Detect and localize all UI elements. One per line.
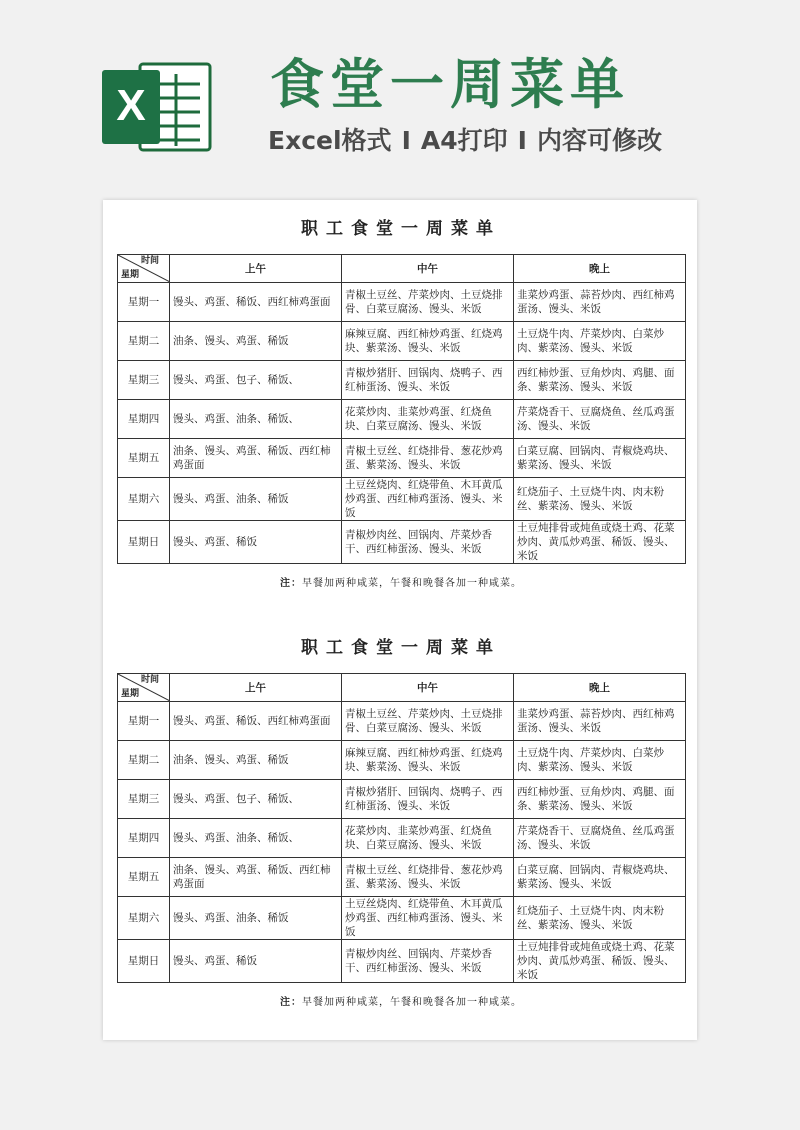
note-text: 早餐加两种咸菜，午餐和晚餐各加一种咸菜。	[302, 578, 522, 589]
table-row	[118, 702, 686, 741]
morning-cell: 馒头、鸡蛋、油条、稀饭	[170, 897, 342, 940]
column-header-morning: 上午	[170, 674, 342, 702]
day-cell: 星期三	[118, 780, 170, 819]
evening-cell: 土豆炖排骨或炖鱼或烧土鸡、花菜炒肉、黄瓜炒鸡蛋、稀饭、馒头、米饭	[514, 521, 686, 564]
day-cell: 星期四	[118, 400, 170, 439]
evening-cell: 芹菜烧香干、豆腐烧鱼、丝瓜鸡蛋汤、馒头、米饭	[514, 400, 686, 439]
table-row	[118, 322, 686, 361]
evening-cell: 红烧茄子、土豆烧牛肉、肉末粉丝、紫菜汤、馒头、米饭	[514, 478, 686, 521]
table-row	[118, 478, 686, 521]
table-row	[118, 858, 686, 897]
noon-cell: 麻辣豆腐、西红柿炒鸡蛋、红烧鸡块、紫菜汤、馒头、米饭	[342, 741, 514, 780]
morning-cell: 馒头、鸡蛋、油条、稀饭、	[170, 819, 342, 858]
morning-cell: 馒头、鸡蛋、包子、稀饭、	[170, 780, 342, 819]
evening-cell: 土豆炖排骨或炖鱼或烧土鸡、花菜炒肉、黄瓜炒鸡蛋、稀饭、馒头、米饭	[514, 940, 686, 983]
day-cell: 星期日	[118, 521, 170, 564]
note-text: 早餐加两种咸菜，午餐和晚餐各加一种咸菜。	[302, 997, 522, 1008]
noon-cell: 青椒炒肉丝、回锅肉、芹菜炒香干、西红柿蛋汤、馒头、米饭	[342, 940, 514, 983]
banner-subtitle	[268, 124, 662, 158]
evening-cell: 土豆烧牛肉、芹菜炒肉、白菜炒肉、紫菜汤、馒头、米饭	[514, 322, 686, 361]
table-row	[118, 897, 686, 940]
noon-cell: 青椒土豆丝、芹菜炒肉、土豆烧排骨、白菜豆腐汤、馒头、米饭	[342, 702, 514, 741]
menu-note	[117, 577, 685, 591]
subtitle-separator: I	[517, 126, 527, 155]
header-row	[118, 674, 686, 702]
menu-title: 职工食堂一周菜单	[301, 638, 501, 658]
evening-cell: 芹菜烧香干、豆腐烧鱼、丝瓜鸡蛋汤、馒头、米饭	[514, 819, 686, 858]
morning-cell: 油条、馒头、鸡蛋、稀饭	[170, 741, 342, 780]
table-row	[118, 400, 686, 439]
banner-title: 食堂一周菜单	[270, 53, 630, 116]
subtitle-format: Excel格式	[268, 126, 392, 155]
table-row	[118, 940, 686, 983]
header-day: 星期	[121, 270, 140, 280]
noon-cell: 土豆丝烧肉、红烧带鱼、木耳黄瓜炒鸡蛋、西红柿鸡蛋汤、馒头、米饭	[342, 897, 514, 940]
excel-logo-icon	[100, 58, 212, 156]
day-cell: 星期一	[118, 702, 170, 741]
evening-cell: 白菜豆腐、回锅肉、青椒烧鸡块、紫菜汤、馒头、米饭	[514, 439, 686, 478]
menu-table	[117, 673, 686, 983]
morning-cell: 油条、馒头、鸡蛋、稀饭、西红柿鸡蛋面	[170, 439, 342, 478]
note-label: 注：	[280, 997, 302, 1008]
day-cell: 星期六	[118, 478, 170, 521]
noon-cell: 花菜炒肉、韭菜炒鸡蛋、红烧鱼块、白菜豆腐汤、馒头、米饭	[342, 819, 514, 858]
menu-table	[117, 254, 686, 564]
day-cell: 星期一	[118, 283, 170, 322]
noon-cell: 青椒炒肉丝、回锅肉、芹菜炒香干、西红柿蛋汤、馒头、米饭	[342, 521, 514, 564]
table-row	[118, 361, 686, 400]
note-label: 注：	[280, 578, 302, 589]
column-header-evening: 晚上	[514, 674, 686, 702]
noon-cell: 麻辣豆腐、西红柿炒鸡蛋、红烧鸡块、紫菜汤、馒头、米饭	[342, 322, 514, 361]
menu-block-2	[117, 633, 685, 1010]
morning-cell: 油条、馒头、鸡蛋、稀饭	[170, 322, 342, 361]
subtitle-print: A4打印	[420, 126, 508, 155]
table-row	[118, 780, 686, 819]
evening-cell: 韭菜炒鸡蛋、蒜苔炒肉、西红柿鸡蛋汤、馒头、米饭	[514, 283, 686, 322]
evening-cell: 韭菜炒鸡蛋、蒜苔炒肉、西红柿鸡蛋汤、馒头、米饭	[514, 702, 686, 741]
day-cell: 星期三	[118, 361, 170, 400]
header-time: 时间	[140, 675, 159, 685]
column-header-noon: 中午	[342, 255, 514, 283]
morning-cell: 馒头、鸡蛋、稀饭、西红柿鸡蛋面	[170, 702, 342, 741]
day-cell: 星期四	[118, 819, 170, 858]
evening-cell: 西红柿炒蛋、豆角炒肉、鸡腿、面条、紫菜汤、馒头、米饭	[514, 780, 686, 819]
evening-cell: 西红柿炒蛋、豆角炒肉、鸡腿、面条、紫菜汤、馒头、米饭	[514, 361, 686, 400]
noon-cell: 青椒土豆丝、红烧排骨、葱花炒鸡蛋、紫菜汤、馒头、米饭	[342, 439, 514, 478]
table-row	[118, 439, 686, 478]
day-cell: 星期日	[118, 940, 170, 983]
diagonal-header-cell	[118, 255, 170, 283]
day-cell: 星期五	[118, 858, 170, 897]
morning-cell: 馒头、鸡蛋、油条、稀饭	[170, 478, 342, 521]
morning-cell: 油条、馒头、鸡蛋、稀饭、西红柿鸡蛋面	[170, 858, 342, 897]
header-day: 星期	[121, 689, 140, 699]
morning-cell: 馒头、鸡蛋、稀饭、西红柿鸡蛋面	[170, 283, 342, 322]
evening-cell: 红烧茄子、土豆烧牛肉、肉末粉丝、紫菜汤、馒头、米饭	[514, 897, 686, 940]
evening-cell: 土豆烧牛肉、芹菜炒肉、白菜炒肉、紫菜汤、馒头、米饭	[514, 741, 686, 780]
day-cell: 星期五	[118, 439, 170, 478]
morning-cell: 馒头、鸡蛋、包子、稀饭、	[170, 361, 342, 400]
subtitle-editable: 内容可修改	[536, 126, 662, 155]
day-cell: 星期六	[118, 897, 170, 940]
column-header-evening: 晚上	[514, 255, 686, 283]
menu-block-1	[117, 214, 685, 591]
table-row	[118, 741, 686, 780]
day-cell: 星期二	[118, 741, 170, 780]
morning-cell: 馒头、鸡蛋、油条、稀饭、	[170, 400, 342, 439]
header-time: 时间	[140, 256, 159, 266]
header-row	[118, 255, 686, 283]
banner	[0, 0, 800, 190]
noon-cell: 青椒土豆丝、红烧排骨、葱花炒鸡蛋、紫菜汤、馒头、米饭	[342, 858, 514, 897]
noon-cell: 花菜炒肉、韭菜炒鸡蛋、红烧鱼块、白菜豆腐汤、馒头、米饭	[342, 400, 514, 439]
column-header-morning: 上午	[170, 255, 342, 283]
noon-cell: 青椒炒猪肝、回锅肉、烧鸭子、西红柿蛋汤、馒头、米饭	[342, 361, 514, 400]
table-row	[118, 283, 686, 322]
morning-cell: 馒头、鸡蛋、稀饭	[170, 940, 342, 983]
document-page	[103, 200, 697, 1040]
column-header-noon: 中午	[342, 674, 514, 702]
morning-cell: 馒头、鸡蛋、稀饭	[170, 521, 342, 564]
noon-cell: 青椒炒猪肝、回锅肉、烧鸭子、西红柿蛋汤、馒头、米饭	[342, 780, 514, 819]
svg-text:X: X	[116, 81, 146, 130]
subtitle-separator: I	[401, 126, 411, 155]
diagonal-header-cell	[118, 674, 170, 702]
evening-cell: 白菜豆腐、回锅肉、青椒烧鸡块、紫菜汤、馒头、米饭	[514, 858, 686, 897]
menu-note	[117, 996, 685, 1010]
table-row	[118, 819, 686, 858]
menu-title: 职工食堂一周菜单	[301, 219, 501, 239]
noon-cell: 青椒土豆丝、芹菜炒肉、土豆烧排骨、白菜豆腐汤、馒头、米饭	[342, 283, 514, 322]
noon-cell: 土豆丝烧肉、红烧带鱼、木耳黄瓜炒鸡蛋、西红柿鸡蛋汤、馒头、米饭	[342, 478, 514, 521]
day-cell: 星期二	[118, 322, 170, 361]
table-row	[118, 521, 686, 564]
